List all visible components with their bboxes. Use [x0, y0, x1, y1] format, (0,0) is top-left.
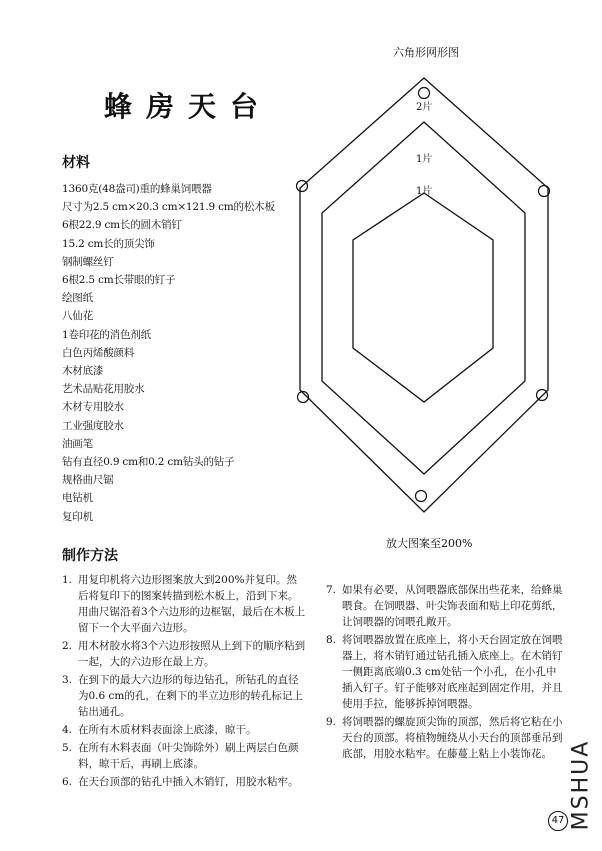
step-number: 6. — [62, 776, 73, 788]
step-number: 9. — [326, 716, 337, 728]
method-heading: 制作方法 — [62, 548, 118, 564]
material-item: 电钻机 — [62, 492, 93, 505]
material-item: 钻有直径0.9 cm和0.2 cm钻头的钻子 — [62, 456, 235, 469]
step-item — [62, 722, 307, 738]
step-item — [62, 572, 307, 636]
step-text: 将饲喂器的螺旋顶尖饰的顶部，然后将它粘在小天台的顶部。将植物缠绕从小天台的顶部垂吊到底部，用胶水粘牢。在藤蔓上粘上小装饰花。 — [342, 716, 563, 760]
step-number: 5. — [62, 742, 73, 754]
step-item — [62, 672, 307, 720]
step-number: 8. — [326, 634, 337, 646]
step-text: 将饲喂器放置在底座上，将小天台固定放在饲喂器上，将木销钉通过钻孔插入底座上。在木销钉一侧距离底端0.3 cm处钻一个小孔，在小孔中插入钉子。钉子能够对底座起到固定作用，并且使用手拉，能够拆掉饲喂器。 — [342, 634, 563, 710]
diagram-scale-note: 放大图案至200% — [386, 537, 473, 550]
steps-list-left — [62, 572, 307, 792]
step-item — [326, 632, 566, 712]
material-item: 1360克(48盎司)重的蜂巢饲喂器 — [62, 183, 212, 195]
hole-bottom — [416, 491, 427, 502]
page-title: 蜂房天台 — [104, 90, 273, 123]
material-item: 木材专用胶水 — [62, 401, 124, 414]
material-item: 1卷印花的消色剂纸 — [62, 328, 151, 341]
material-item: 复印机 — [62, 510, 93, 523]
step-number: 4. — [62, 724, 73, 736]
material-item: 八仙花 — [62, 310, 93, 323]
layer-label-inner: 1片 — [416, 186, 433, 197]
material-item: 油画笔 — [62, 437, 93, 450]
step-text: 在所有木料表面（叶尖饰除外）刷上两层白色颜料，晾干后，再刷上底漆。 — [78, 742, 299, 770]
layer-label-outer: 2片 — [416, 102, 433, 113]
material-item: 尺寸为2.5 cm×20.3 cm×121.9 cm的松木板 — [62, 201, 275, 214]
step-number: 1. — [62, 574, 73, 586]
material-item: 白色丙烯酸颜料 — [62, 346, 135, 359]
step-text: 在到下的最大六边形的每边钻孔，所钻孔的直径为0.6 cm的孔，在剩下的半立边形的转孔标记上钻出通孔。 — [78, 674, 303, 718]
step-item — [326, 714, 566, 762]
step-item — [62, 638, 307, 670]
material-item: 工业强度胶水 — [62, 419, 124, 432]
step-text: 如果有必要，从饲喂器底部保出些花来，给蜂巢喂食。在饲喂器、叶尖饰表面和贴上印花剪纸，让饲喂器的饲喂孔敞开。 — [342, 584, 563, 628]
hole-top — [419, 88, 430, 99]
step-item — [62, 740, 307, 772]
step-text: 用复印机将六边形图案放大到200%并复印。然后将复印下的图案转描到松木板上，沿到下来。用曲尺锯沿着3个六边形的边框锯，最后在木板上留下一个大平面六边形。 — [78, 574, 306, 634]
inner-hexagon — [353, 193, 493, 402]
material-item: 规格曲尺锯 — [62, 474, 114, 487]
step-item — [326, 582, 566, 630]
step-item — [62, 774, 307, 790]
material-item: 6根2.5 cm长带眼的钉子 — [62, 274, 176, 287]
diagram-title: 六角形网形图 — [393, 46, 459, 59]
material-item: 木材底漆 — [62, 365, 104, 378]
material-item: 绘图纸 — [62, 292, 93, 305]
watermark — [566, 730, 596, 840]
step-text: 用木材胶水将3个六边形按照从上到下的顺序粘到一起，大的六边形在最上方。 — [78, 640, 306, 668]
step-number: 2. — [62, 640, 73, 652]
material-item: 钢制螺丝钉 — [62, 255, 114, 268]
step-text: 在天台顶部的钻孔中插入木销钉，用胶水粘牢。 — [78, 776, 299, 788]
materials-list — [62, 180, 282, 526]
material-item: 艺术品贴花用胶水 — [62, 383, 145, 396]
material-item: 6根22.9 cm长的圆木销钉 — [62, 219, 182, 232]
watermark-text: MSHUA — [568, 739, 594, 831]
outer-hexagon — [300, 78, 548, 512]
hexagon-pattern-diagram — [280, 55, 570, 535]
layer-label-middle: 1片 — [416, 154, 433, 165]
page-number: 47 — [548, 811, 568, 831]
materials-heading: 材料 — [62, 155, 90, 171]
step-number: 7. — [326, 584, 337, 596]
material-item: 15.2 cm长的顶尖饰 — [62, 237, 155, 250]
step-number: 3. — [62, 674, 73, 686]
step-text: 在所有木质材料表面涂上底漆，晾干。 — [78, 724, 257, 736]
steps-list-right — [326, 582, 566, 764]
